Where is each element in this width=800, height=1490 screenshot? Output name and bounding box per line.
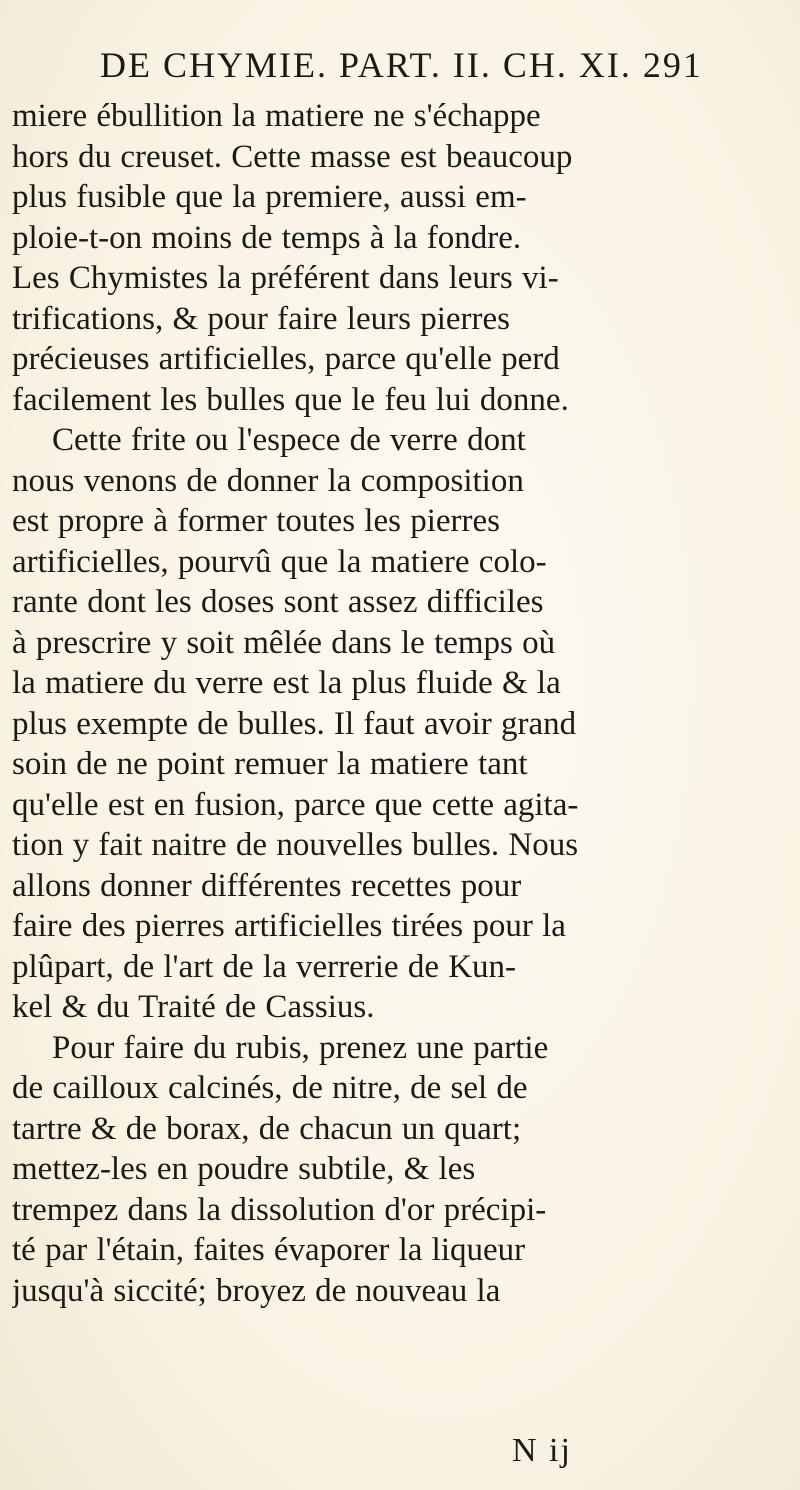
text-line: plus exempte de bulles. Il faut avoir grand [12,705,577,742]
text-line: facilement les bulles que le feu lui donne. [12,381,569,418]
text-line: plus fusible que la premiere, aussi em- [12,179,527,215]
text-line: soin de ne point remuer la matiere tant [12,746,528,782]
text-line: la matiere du verre est la plus fluide & la [12,665,561,701]
signature-mark: N ij [512,1432,572,1469]
text-line: de cailloux calcinés, de nitre, de sel de [12,1070,528,1106]
body-text [12,96,792,1311]
text-line: hors du creuset. Cette masse est beaucoup [12,138,573,175]
text-line: nous venons de donner la composition [12,462,524,499]
text-line: est propre à former toutes les pierres [12,503,500,539]
text-line: trempez dans la dissolution d'or précipi- [12,1191,547,1228]
text-line: artificielles, pourvû que la matiere colo- [12,543,547,580]
text-line: trifications, & pour faire leurs pierres [12,300,510,337]
text-line: tartre & de borax, de chacun un quart; [12,1110,522,1147]
text-line: ploie-t-on moins de temps à la fondre. [12,219,522,256]
text-line: rante dont les doses sont assez difficiles [12,584,544,620]
text-line: qu'elle est en fusion, parce que cette agita- [12,786,579,823]
text-line: tion y fait naitre de nouvelles bulles. Nous [12,827,579,863]
text-line: faire des pierres artificielles tirées pour la [12,908,566,944]
text-line: miere ébullition la matiere ne s'échappe [12,98,541,134]
text-line: kel & du Traité de Cassius. [12,989,375,1025]
text-line: à prescrire y soit mêlée dans le temps où [12,624,556,661]
paragraph-start-line: Pour faire du rubis, prenez une partie [52,1029,549,1066]
text-line: mettez-les en poudre subtile, & les [12,1151,476,1187]
paragraph-start-line: Cette frite ou l'espece de verre dont [52,422,526,458]
text-line: Les Chymistes la préférent dans leurs vi- [12,260,559,296]
text-line: plûpart, de l'art de la verrerie de Kun- [12,948,517,985]
text-line: té par l'étain, faites évaporer la liqueur [12,1232,526,1268]
running-head: DE CHYMIE. PART. II. CH. XI. 291 [100,45,703,85]
text-line: jusqu'à siccité; broyez de nouveau la [12,1272,501,1309]
text-line: précieuses artificielles, parce qu'elle perd [12,341,560,377]
text-line: allons donner différentes recettes pour [12,867,522,904]
